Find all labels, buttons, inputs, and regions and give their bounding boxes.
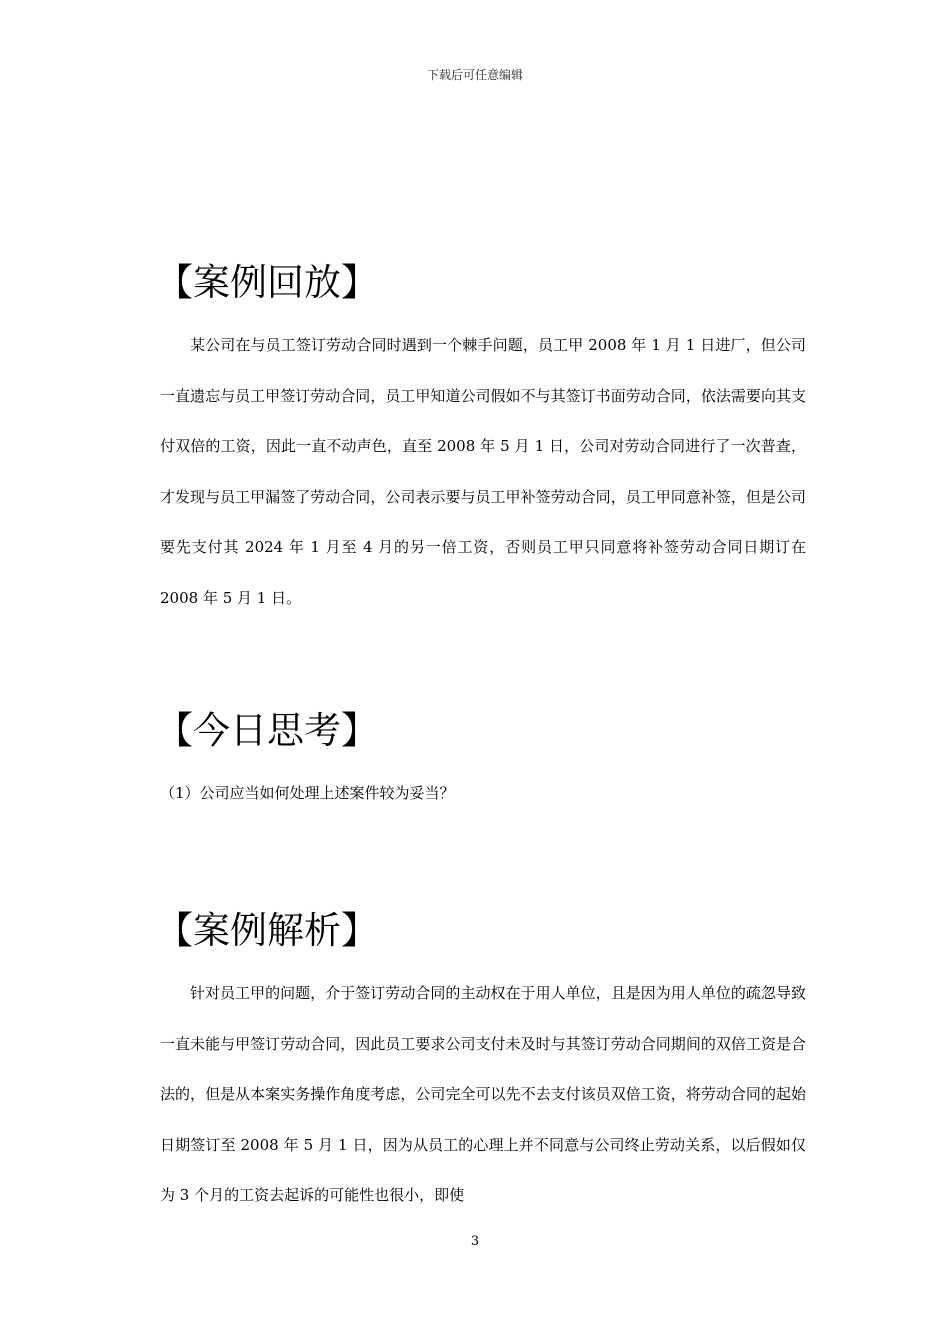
case-analysis-paragraph: 针对员工甲的问题，介于签订劳动合同的主动权在于用人单位，且是因为用人单位的疏忽导致一直未能与甲签订劳动合同，因此员工要求公司支付未及时与其签订劳动合同期间的双倍工资是合法的，但是从本案实务操作角度考虑，公司完全可以先不去支付该员双倍工资，将劳动合同的起始日期签订至 2008 年 5 月 1 日，因为从员工的心理上并不同意与公司终止劳动关系，以后假如仅为 3 个月的工资去起诉的可能性也很小，即使 — [160, 984, 806, 1204]
heading-case-analysis: 【案例解析】 — [156, 909, 378, 952]
question-item: （1）公司应当如何处理上述案件较为妥当？ — [160, 784, 455, 802]
heading-case-review: 【案例回放】 — [156, 261, 378, 304]
page-header-note: 下载后可任意编辑 — [426, 68, 523, 82]
heading-today-thinking: 【今日思考】 — [156, 709, 378, 752]
page-number: 3 — [470, 1234, 480, 1249]
case-review-paragraph: 某公司在与员工签订劳动合同时遇到一个棘手问题，员工甲 2008 年 1 月 1 日进厂，但公司一直遗忘与员工甲签订劳动合同，员工甲知道公司假如不与其签订书面劳动合同，依法需要向其支付双倍的工资，因此一直不动声色，直至 2008 年 5 月 1 日，公司对劳动合同进行了一次普查，才发现与员工甲漏签了劳动合同，公司表示要与员工甲补签劳动合同，员工甲同意补签，但是公司要先支付其 2024 年 1 月至 4 月的另一倍工资，否则员工甲只同意将补签劳动合同日期订在 2008 年 5 月 1 日。 — [160, 336, 806, 607]
